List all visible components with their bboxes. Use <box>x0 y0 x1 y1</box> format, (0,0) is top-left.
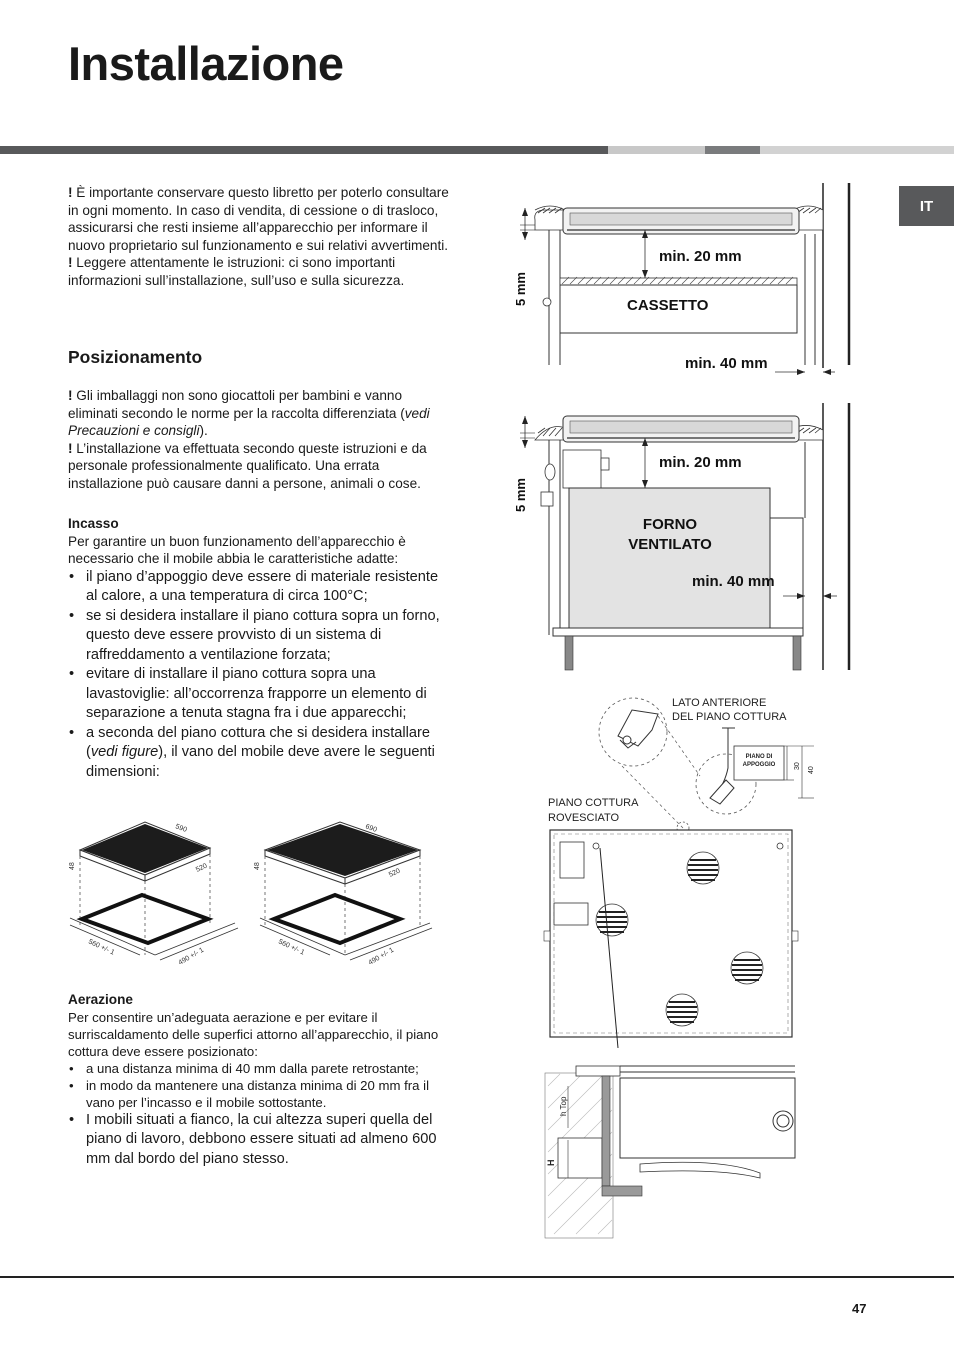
footer-rule <box>0 1276 954 1278</box>
burner-grille <box>687 852 719 884</box>
posizionamento-block <box>68 387 450 492</box>
dim-height-48: 48 <box>254 862 261 870</box>
incasso-intro: Per garantire un buon funzionamento dell’apparecchio è necessario che il mobile abbia le caratteristiche adatte: <box>68 533 406 566</box>
label-h: H <box>546 1159 556 1166</box>
label-min-20mm: min. 20 mm <box>659 454 742 471</box>
dim-depth-520: 520 <box>387 867 402 879</box>
page-number: 47 <box>852 1301 867 1316</box>
label-5mm: 5 mm <box>513 478 528 512</box>
list-item: • a una distanza minima di 40 mm dalla parete retrostante; <box>68 1060 450 1077</box>
cutout-dimension-drawings <box>60 815 460 980</box>
incasso-block <box>68 515 450 782</box>
list-item: • se si desidera installare il piano cottura sopra un forno, questo deve essere provvisto di un sistema di raffreddamento a ventilazione forzata; <box>68 607 450 666</box>
burner-grille <box>596 904 628 936</box>
aerazione-list <box>68 1060 450 1111</box>
label-min-20mm: min. 20 mm <box>659 248 742 265</box>
dim-30: 30 <box>794 762 801 770</box>
incasso-heading: Incasso <box>68 516 119 531</box>
label-min-40mm: min. 40 mm <box>692 573 775 590</box>
list-item: • a seconda del piano cottura che si desidera installare (vedi figure), il vano del mobile deve avere le seguenti dimensioni: <box>68 724 450 783</box>
label-del-piano-cottura: DEL PIANO COTTURA <box>672 711 787 723</box>
label-piano-di: PIANO DI <box>745 754 773 760</box>
dim-cutout-depth: 490 +/- 1 <box>367 946 396 967</box>
dim-cutout-depth: 490 +/- 1 <box>177 946 206 967</box>
label-piano-cottura: PIANO COTTURA <box>548 797 639 809</box>
intro-paragraph-2: ! Leggere attentamente le istruzioni: ci sono importanti informazioni sull’installazione, sull’uso e sulla sicurezza. <box>68 255 405 288</box>
label-h-top: h Top <box>559 1096 568 1116</box>
posizionamento-paragraph-1: ! Gli imballaggi non sono giocattoli per bambini e vanno eliminati secondo le norme per la raccolta differenziata (vedi Precauzioni e consigli). <box>68 388 430 438</box>
dim-40: 40 <box>808 766 815 774</box>
list-item: • evitare di installare il piano cottura sopra una lavastoviglie: all’occorrenza frapporre un elemento di separazione a tenuta stagna fra i due apparecchi; <box>68 665 450 724</box>
dim-cutout-width: 560 +/- 1 <box>87 938 116 957</box>
hob-590-drawing <box>69 822 238 967</box>
label-lato-anteriore: LATO ANTERIORE <box>672 697 767 709</box>
intro-paragraph-1: ! È importante conservare questo libretto per poterlo consultare in ogni momento. In caso di vendita, di cessione o di trasloco, assicurarsi che resti insieme all’apparecchio per informare il nuovo proprietario sul funzionamento e sui relativi avvertimenti. <box>68 185 449 253</box>
diagram-drawer-installation <box>505 180 865 385</box>
page-title: Installazione <box>68 37 344 90</box>
aerazione-list-2 <box>68 1111 450 1170</box>
burner-grille <box>731 952 763 984</box>
dim-width-590: 590 <box>174 823 188 834</box>
dim-depth-520: 520 <box>194 862 209 874</box>
dim-height-48: 48 <box>69 862 76 870</box>
aerazione-intro: Per consentire un’adeguata aerazione e per evitare il surriscaldamento delle superfici attorno all’apparecchio, il piano cottura deve essere posizionato: <box>68 1009 439 1059</box>
posizionamento-heading: Posizionamento <box>68 347 203 367</box>
label-appoggio: APPOGGIO <box>742 762 776 768</box>
label-rovesciato: ROVESCIATO <box>548 812 620 824</box>
label-cassetto: CASSETTO <box>627 297 709 314</box>
label-min-40mm: min. 40 mm <box>685 355 768 372</box>
intro-block <box>68 184 450 289</box>
label-ventilato: VENTILATO <box>628 536 712 553</box>
dim-width-690: 690 <box>364 823 378 834</box>
language-tab: IT <box>899 186 954 226</box>
list-item: • il piano d’appoggio deve essere di materiale resistente al calore, a una temperatura di circa 100°C; <box>68 568 450 607</box>
list-item: • in modo da mantenere una distanza minima di 20 mm fra il vano per l’incasso e il mobile sottostante. <box>68 1077 450 1111</box>
burner-grille <box>666 994 698 1026</box>
aerazione-block <box>68 991 450 1169</box>
dim-cutout-width: 560 +/- 1 <box>277 938 306 957</box>
diagram-hob-clamps <box>540 688 830 1243</box>
incasso-list <box>68 568 450 783</box>
label-forno: FORNO <box>642 516 698 533</box>
list-item: • I mobili situati a fianco, la cui altezza superi quella del piano di lavoro, debbono essere situati ad almeno 600 mm dal bordo del piano stesso. <box>68 1111 450 1170</box>
label-5mm: 5 mm <box>513 272 528 306</box>
diagram-oven-installation <box>505 400 865 675</box>
posizionamento-paragraph-2: ! L’installazione va effettuata secondo queste istruzioni e da personale professionalmente qualificato. Una errata installazione può causare danni a persone, animali o cose. <box>68 440 427 491</box>
hob-690-drawing <box>254 822 432 967</box>
aerazione-heading: Aerazione <box>68 992 133 1007</box>
